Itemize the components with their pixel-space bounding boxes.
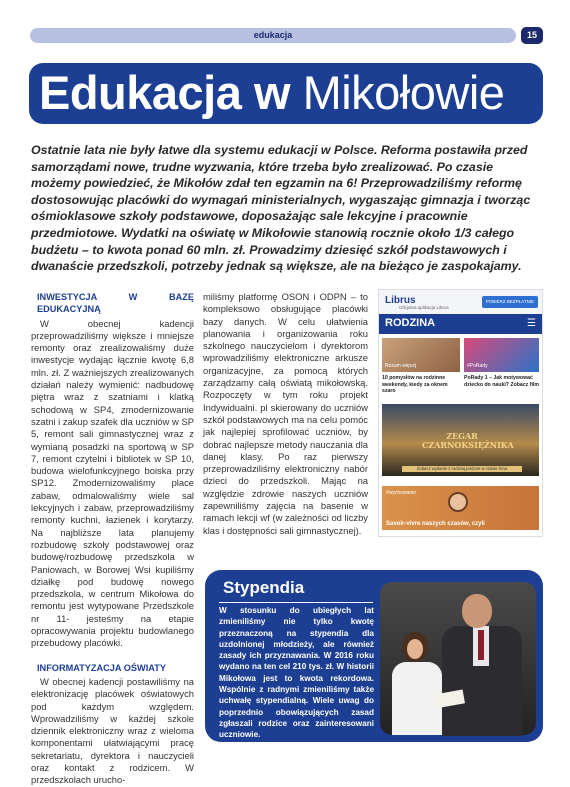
librus-advertisement bbox=[378, 289, 543, 537]
stypendia-divider bbox=[219, 602, 373, 603]
movie-title: ZEGAR CZARNOKSIĘŻNIKA bbox=[422, 431, 514, 450]
ad-header bbox=[379, 290, 542, 314]
man-head bbox=[462, 594, 492, 628]
stypendia-text: W stosunku do ubiegłych lat zmieniliśmy nie tylko kwotę przeznaczoną na stypendia dla uzdolnionej młodzieży, ale również zasady ich przyznawania. W 2016 roku wydano na ten cel 210 tys. zł. W historii Mikołowa jest to kwota rekordowa. Wspólnie z radnymi zmieniliśmy także uchwałę stypendialną. Wiele uwag do poprzednio obowiązujących zasad zgłaszali rodzice oraz zainteresowani uczniowie. bbox=[219, 606, 374, 740]
ad-nav-bar bbox=[379, 314, 542, 334]
ad-nav-title: RODZINA bbox=[385, 317, 436, 329]
page-title bbox=[39, 67, 504, 119]
girl-face bbox=[407, 639, 423, 659]
lead-paragraph: Ostatnie lata nie były łatwe dla systemu edukacji w Polsce. Reforma postawiła przed samorządami nowe, trudne wyzwania, które trzeba było zrealizować. Po czasie możemy powiedzieć, że Mikołów zdał ten egzamin na 6! Przeprowadziliśmy reformę dostosowując placówki do wymagań ministerialnych, wygaszając gimnazja i tworząc ośmioklasowe szkoły podstawowe, doposażając sale lekcyjne i pracownie przedmiotowe. Wydatki na oświatę w Mikołowie stanowią rocznie około 1/3 całego budżetu – to kwota ponad 60 mln. zł. Prowadzimy dziesięć szkół podstawowych i dwanaście przedszkoli, potrzeby jednak są większe, ale na bieżąco je zaspokajamy. bbox=[31, 143, 531, 274]
download-button: POBIERZ BEZPŁATNIE bbox=[482, 296, 538, 308]
ad-subtitle: Oficjalna aplikacja Librus bbox=[399, 305, 449, 310]
ad-movie-banner bbox=[382, 404, 539, 476]
librus-logo: Librus bbox=[385, 295, 416, 306]
menu-icon: ☰ bbox=[527, 318, 536, 329]
column-2 bbox=[203, 291, 368, 537]
award-photo bbox=[380, 582, 536, 735]
ad-caption-2: PoRady 1 – Jak motywować dziecko do nauki? Zobacz film bbox=[464, 375, 539, 388]
ad-tile-porady bbox=[464, 338, 539, 372]
section-header-bar bbox=[30, 28, 516, 43]
investment-text: W obecnej kadencji przeprowadziliśmy większe i mniejsze remonty oraz zrealizowaliśmy duże inwestycje wydając łącznie kwotę 6,8 mln. zł. Z ważniejszych zrealizowanych działań należy wymienić: nadbudowę piętra wraz z szatniami i klatką schodową w SP4, zmodernizowanie szatni i zakup szafek dla uczniów w SP 5, remont sali gimnastycznej wraz z wymianą posadzki na sportową w SP 7, remont czytelni i bibliotek w SP 10, budowa wielofunkcyjnego boiska przy SP12. Zmodernizowaliśmy place zabaw, odmalowaliśmy wiele sal lekcyjnych i zabaw, przeprowadziliśmy remonty kuchni, łazienek i korytarzy. Na najbliższe lata planujemy rozbudowę szkoły podstawowej oraz budowę/rozbudowę przedszkola w Paniowach, w Borowej Wsi kupiliśmy działkę pod budowę nowego przedszkola, w centrum Mikołowa do remontu jest wytypowane Przedszkole nr 11- jesteśmy na etapie opracowywania projektu budowlanego przebudowy placówki. bbox=[31, 317, 194, 649]
ad-kid-tile bbox=[382, 486, 539, 530]
ad-caption-1: 10 pomysłów na rodzinne weekendy, kiedy za oknem szaro bbox=[382, 375, 448, 394]
movie-strip: Zobacz wydanie z rodziną jeszcze w czasie Kina bbox=[402, 466, 522, 472]
section-label: edukacja bbox=[253, 30, 293, 40]
column-2-text: miliśmy platformę OSON i ODPN – to kompleksowo obsługujące placówki bazy danych. W celu ułatwienia planowania i organizowania roku szkolnego nauczycielom i dyrektorom wprowadziliśmy elektroniczne arkusze organizacyjne, za pomocą których zarządzamy całą oświatą mikołowską. Rozpoczęty w tym roku projekt Indywidualni. pl skierowany do uczniów szkół podstawowych ma na celu pomóc jak najlepiej sprofilować uczniów, by dobrać najlepsze metody nauczania dla danej klasy. Po raz pierwszy przeprowadziliśmy elektroniczny nabór dzieci do przedszkoli. Mając na względzie zdrowie naszych uczniów zapewniliśmy zajęcia na basenie w ramach lekcji wf (w zależności od liczby klas i dostępności sali gimnastycznej). bbox=[203, 291, 368, 536]
ad-tile-family bbox=[382, 338, 460, 372]
tie bbox=[478, 630, 484, 660]
kid-caption: Savoir-vivre naszych czasów, czyli bbox=[386, 521, 485, 527]
title-banner bbox=[29, 63, 543, 124]
heading-investment: INWESTYCJA W BAZĘ EDUKACYJNĄ bbox=[37, 292, 194, 315]
stypendia-box bbox=[205, 570, 543, 742]
it-text: W obecnej kadencji postawiliśmy na elektronizację placówek oświatowych pod każdym względem. Wprowadziliśmy w każdej szkole dziennik elektroniczny wraz z wieloma komponentami ułatwiającymi pracę sekretariatu, dyrektora i nauczycieli oraz kontakt z rodzicem. W przedszkolach urucho- bbox=[31, 675, 194, 786]
title-bold: Edukacja w bbox=[39, 66, 290, 119]
tile2-tag: #PoRady bbox=[467, 363, 488, 369]
kid-face-image bbox=[448, 492, 468, 512]
page-number: 15 bbox=[521, 27, 543, 44]
tile1-tag: Rozum więcej bbox=[385, 363, 417, 369]
stypendia-title: Stypendia bbox=[223, 578, 305, 597]
title-light: Mikołowie bbox=[302, 66, 505, 119]
heading-it: INFORMATYZACJA OŚWIATY bbox=[37, 662, 166, 673]
column-1 bbox=[31, 291, 194, 787]
kid-tag: #wychowanie bbox=[386, 490, 417, 496]
